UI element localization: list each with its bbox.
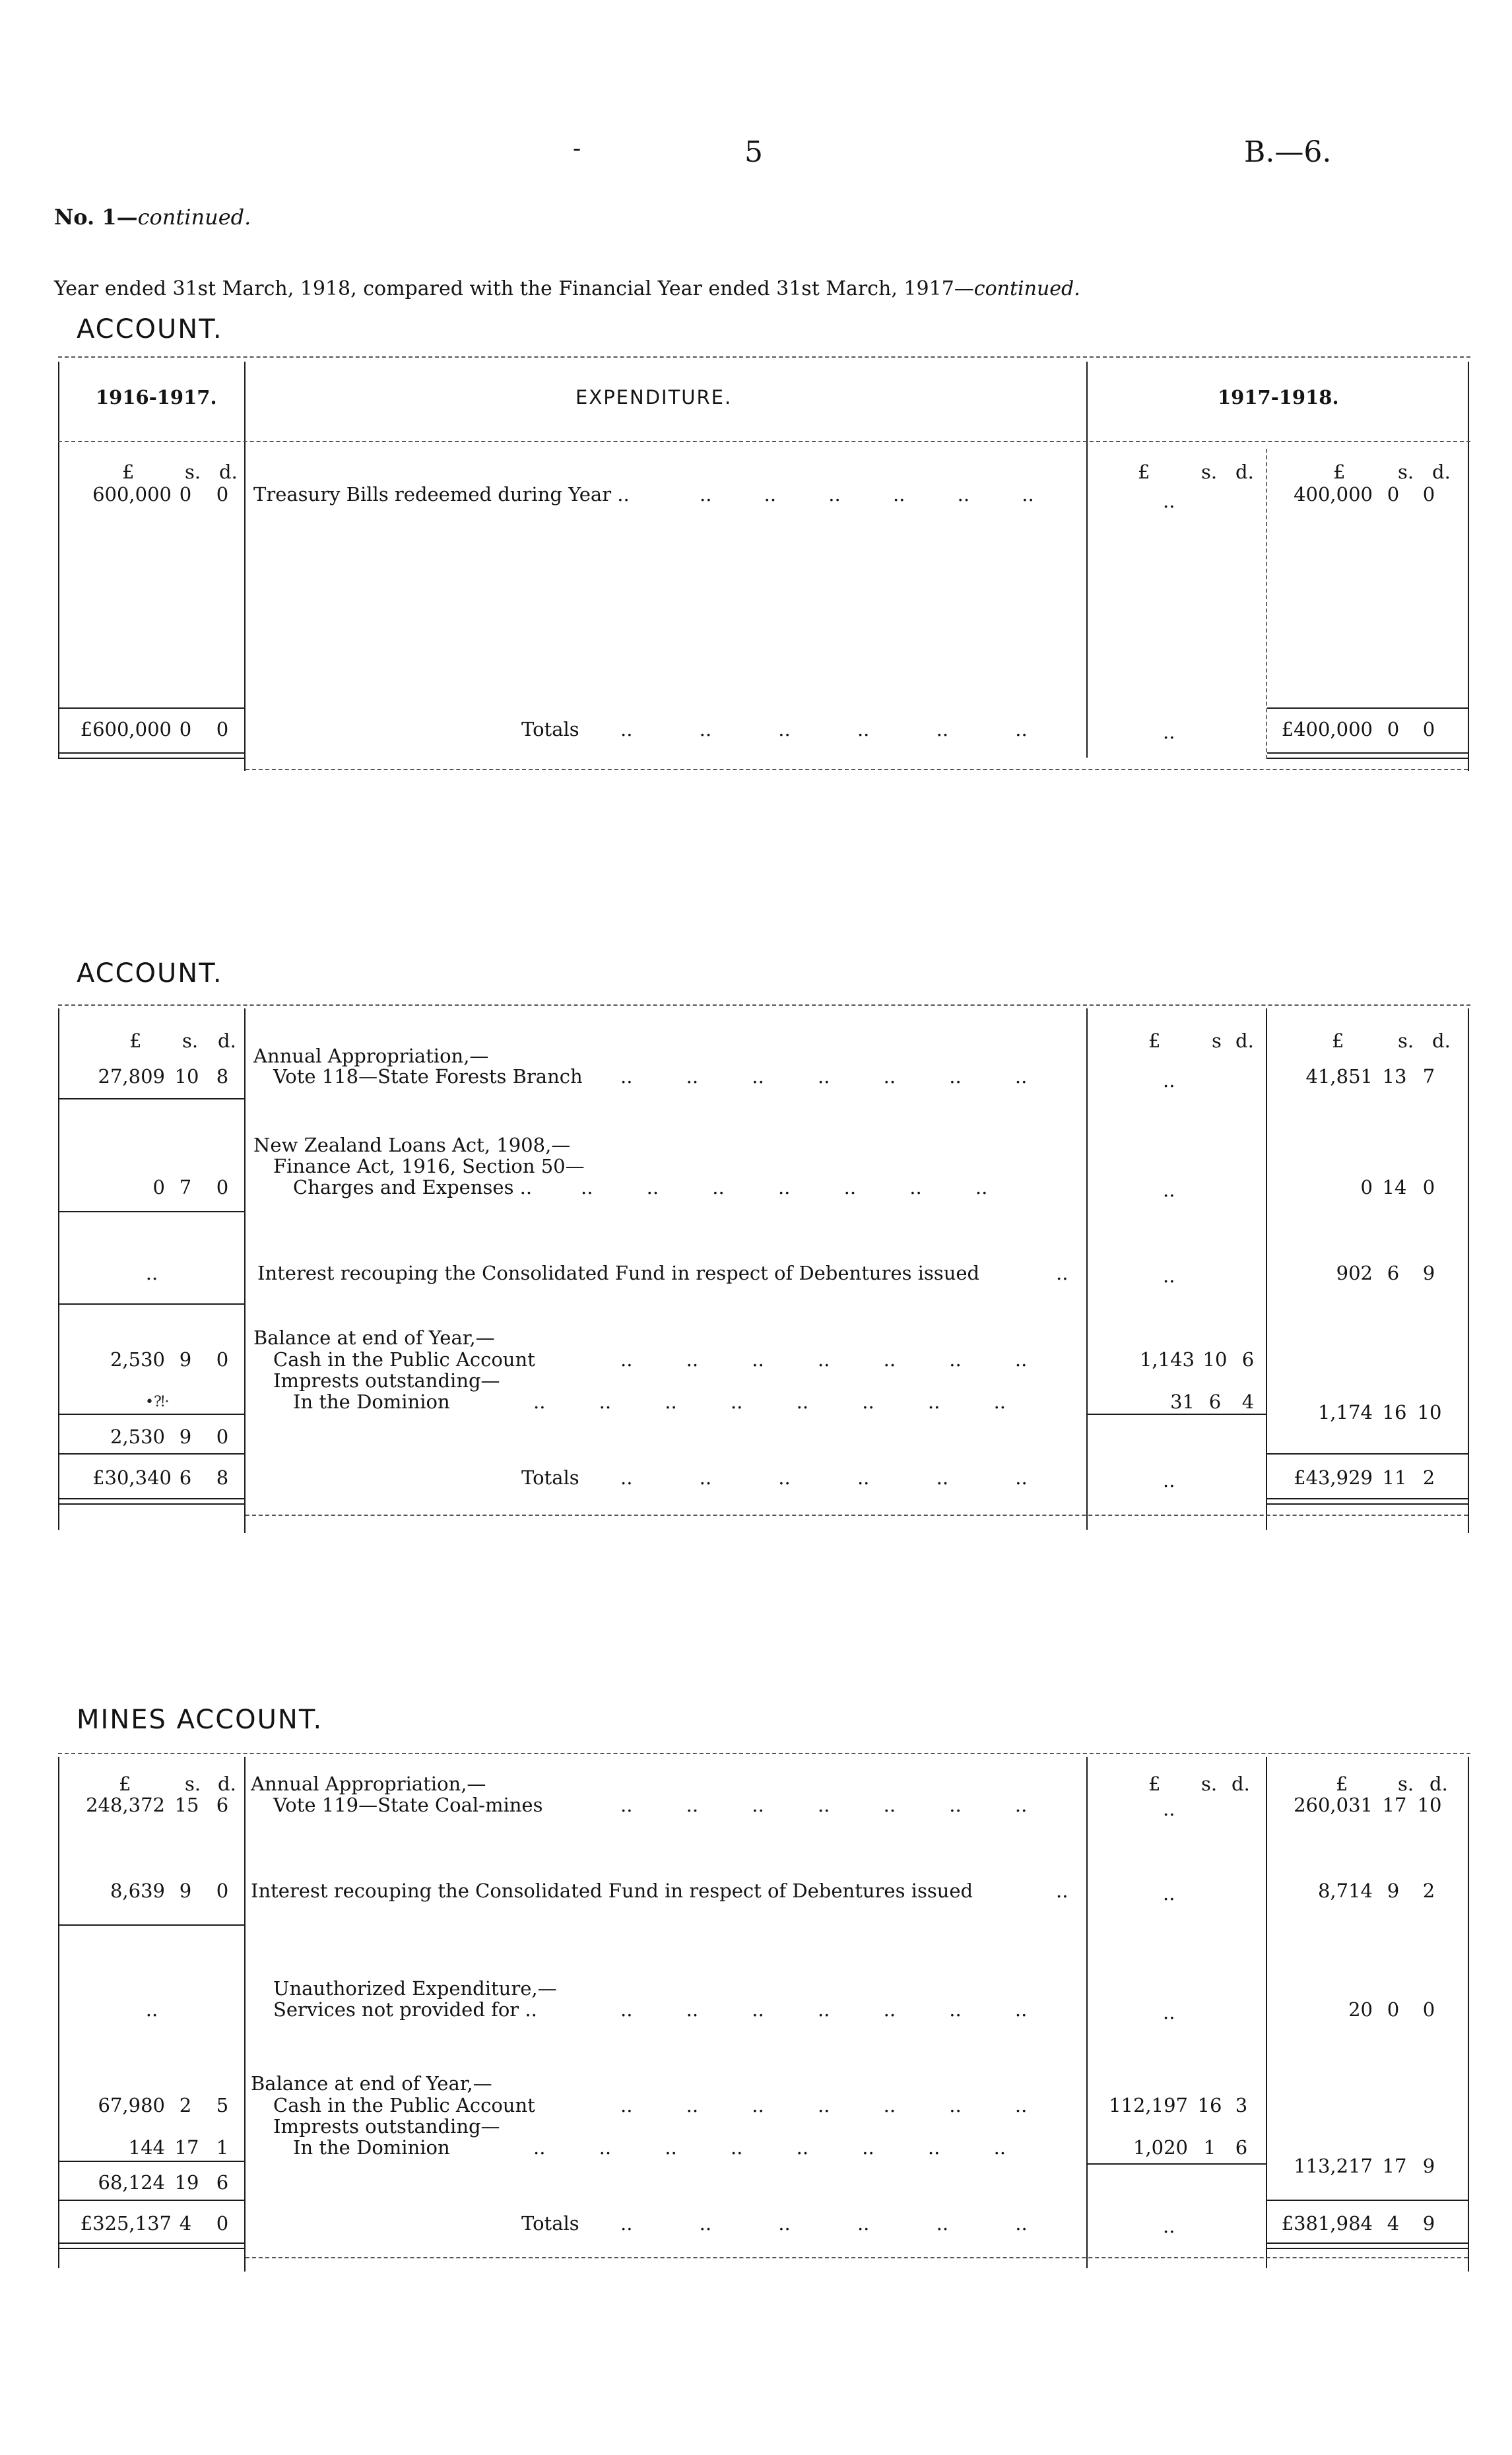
s3-interest-mid: .. <box>1163 1882 1175 1905</box>
s2-unit-pound-total: £ <box>1332 1030 1344 1052</box>
s3-annual-vote: Vote 119—State Coal-mines <box>273 1794 543 1816</box>
s3-balance-total-d: 9 <box>1422 2155 1435 2177</box>
ink-smudge: •⁈· <box>145 1394 170 1410</box>
s2-interest-description: Interest recouping the Consolidated Fund in respect of Debentures issued <box>257 1262 980 1284</box>
s3-interest-total-s: 9 <box>1387 1880 1400 1902</box>
s3-interest-prev-s: 9 <box>179 1880 192 1902</box>
s3-totals-label: Totals <box>521 2212 579 2235</box>
s3-balance-heading: Balance at end of Year,— <box>251 2072 492 2095</box>
s3-dominion-prev-d: 1 <box>216 2136 229 2159</box>
s3-unit-pound-total: £ <box>1336 1773 1348 1795</box>
s2-loans-charges: Charges and Expenses .. <box>293 1176 533 1198</box>
s2-totals-prev: £30,340 <box>92 1466 172 1489</box>
s3-annual-total-d: 10 <box>1417 1794 1442 1816</box>
treasury-total-s: 0 <box>1387 483 1400 506</box>
s3-interest-description: Interest recouping the Consolidated Fund in respect of Debentures issued <box>251 1880 973 1902</box>
s3-unauth-services: Services not provided for .. <box>273 1998 537 2021</box>
s2-unit-pound-prev: £ <box>129 1030 142 1052</box>
section1-totals-label: Totals <box>521 718 579 740</box>
header-1917-1918: 1917-1918. <box>1218 386 1339 409</box>
s2-unit-s-mid: s <box>1212 1030 1222 1052</box>
s2-unit-d-total: d. <box>1432 1030 1451 1052</box>
s3-interest-total-d: 2 <box>1422 1880 1435 1902</box>
s3-unauth-mid: .. <box>1163 2001 1175 2023</box>
s2-interest-mid: .. <box>1163 1264 1175 1287</box>
s2-cash-prev: 2,530 <box>110 1348 165 1371</box>
s2-balance-total-s: 16 <box>1382 1401 1407 1424</box>
s3-totals-prev: £325,137 <box>80 2212 172 2235</box>
s2-balance-heading: Balance at end of Year,— <box>253 1326 495 1349</box>
s2-loans-dots: .. .. .. .. .. .. .. <box>581 1176 988 1198</box>
s2-loans-total: 0 <box>1360 1176 1373 1198</box>
s3-annual-prev-d: 6 <box>216 1794 229 1816</box>
s2-loans-prev-s: 7 <box>179 1176 192 1198</box>
treasury-prev: 600,000 <box>92 483 172 506</box>
header-mark: - <box>573 135 581 162</box>
unit-s-prev: s. <box>185 461 201 483</box>
s3-dominion-dots: .. .. .. .. .. .. .. .. <box>533 2136 1006 2159</box>
s2-unit-s-total: s. <box>1398 1030 1414 1052</box>
s3-interest-prev: 8,639 <box>110 1880 165 1902</box>
subtitle <box>54 277 1080 300</box>
section1-totals-dots: .. .. .. .. .. .. <box>620 718 1028 740</box>
s3-annual-heading: Annual Appropriation,— <box>251 1773 486 1795</box>
s2-unit-s-prev: s. <box>182 1030 199 1052</box>
s3-unauth-heading: Unauthorized Expenditure,— <box>273 1977 557 2000</box>
section1-title: ACCOUNT. <box>77 314 223 344</box>
s2-loans-total-d: 0 <box>1422 1176 1435 1198</box>
s2-unit-d-mid: d. <box>1235 1030 1254 1052</box>
treasury-mid: .. <box>1163 490 1175 512</box>
s3-totals-prev-d: 0 <box>216 2212 229 2235</box>
s2-dominion-dots: .. .. .. .. .. .. .. .. <box>533 1391 1006 1413</box>
s2-totals-total: £43,929 <box>1294 1466 1373 1489</box>
s3-dominion-mid: 1,020 <box>1133 2136 1188 2159</box>
s2-interest-prev: .. <box>145 1262 158 1284</box>
s2-annual-prev: 27,809 <box>98 1065 165 1088</box>
treasury-prev-s: 0 <box>179 483 192 506</box>
s2-annual-prev-d: 8 <box>216 1065 229 1088</box>
s3-cash-label: Cash in the Public Account <box>273 2094 535 2116</box>
s2-cash-mid-d: 6 <box>1241 1348 1255 1371</box>
s3-unit-s-prev: s. <box>185 1773 201 1795</box>
header-1916-1917: 1916-1917. <box>96 386 217 409</box>
s2-interest-total: 902 <box>1336 1262 1373 1284</box>
doc-reference: B.—6. <box>1244 135 1332 169</box>
unit-s-mid: s. <box>1201 461 1218 483</box>
s3-totals-total: £381,984 <box>1281 2212 1373 2235</box>
section3-title: MINES ACCOUNT. <box>77 1705 323 1735</box>
unit-pound-mid: £ <box>1138 461 1150 483</box>
s3-balance-total-s: 17 <box>1382 2155 1407 2177</box>
subtitle-text: Year ended 31st March, 1918, compared with the Financial Year ended 31st March, 1917— <box>54 277 974 300</box>
s3-dominion-label: In the Dominion <box>293 2136 450 2159</box>
s2-annual-prev-s: 10 <box>174 1065 199 1088</box>
section1-totals-total: £400,000 <box>1281 718 1373 740</box>
s2-loans-total-s: 14 <box>1382 1176 1407 1198</box>
s2-loans-mid: .. <box>1163 1179 1175 1201</box>
page-number: 5 <box>744 135 763 169</box>
s3-balance-sub-prev-s: 19 <box>174 2171 199 2194</box>
s3-unit-s-mid: s. <box>1201 1773 1218 1795</box>
s2-cash-prev-d: 0 <box>216 1348 229 1371</box>
s3-unauth-total: 20 <box>1348 1998 1373 2021</box>
no-continued: continued. <box>137 205 251 230</box>
s2-cash-mid-s: 10 <box>1202 1348 1228 1371</box>
s3-unit-pound-prev: £ <box>119 1773 131 1795</box>
s3-balance-sub-prev: 68,124 <box>98 2171 165 2194</box>
s3-cash-mid-s: 16 <box>1197 2094 1222 2116</box>
s2-balance-sub-prev-d: 0 <box>216 1425 229 1448</box>
unit-pound-prev: £ <box>122 461 135 483</box>
s3-dominion-prev: 144 <box>128 2136 165 2159</box>
s3-totals-total-s: 4 <box>1387 2212 1400 2235</box>
s3-annual-prev: 248,372 <box>86 1794 165 1816</box>
s3-imprest-heading: Imprests outstanding— <box>273 2115 500 2138</box>
s3-annual-mid: .. <box>1163 1798 1175 1820</box>
s3-annual-dots: .. .. .. .. .. .. .. <box>620 1794 1028 1816</box>
header-expenditure: EXPENDITURE. <box>575 386 733 409</box>
subtitle-continued: continued. <box>973 277 1080 300</box>
s3-unit-s-total: s. <box>1398 1773 1414 1795</box>
s3-cash-mid: 112,197 <box>1109 2094 1188 2116</box>
s3-interest-prev-d: 0 <box>216 1880 229 1902</box>
s3-cash-prev-s: 2 <box>179 2094 192 2116</box>
s3-annual-total: 260,031 <box>1294 1794 1373 1816</box>
s3-dominion-mid-d: 6 <box>1235 2136 1248 2159</box>
s2-cash-label: Cash in the Public Account <box>273 1348 535 1371</box>
s3-cash-mid-d: 3 <box>1235 2094 1248 2116</box>
s2-interest-dots: .. <box>1056 1262 1068 1284</box>
unit-s-total: s. <box>1398 461 1414 483</box>
section1-totals-prev-d: 0 <box>216 718 229 740</box>
s3-unauth-total-s: 0 <box>1387 1998 1400 2021</box>
s2-balance-total-d: 10 <box>1417 1401 1442 1424</box>
s2-totals-mid: .. <box>1163 1469 1175 1491</box>
treasury-total-d: 0 <box>1422 483 1435 506</box>
s2-unit-d-prev: d. <box>218 1030 236 1052</box>
unit-d-prev: d. <box>219 461 238 483</box>
treasury-total: 400,000 <box>1294 483 1373 506</box>
s3-balance-total: 113,217 <box>1294 2155 1373 2177</box>
s2-annual-vote: Vote 118—State Forests Branch <box>273 1065 583 1088</box>
s3-annual-total-s: 17 <box>1382 1794 1407 1816</box>
s3-balance-sub-prev-d: 6 <box>216 2171 229 2194</box>
s2-annual-total-d: 7 <box>1422 1065 1435 1088</box>
s3-totals-mid: .. <box>1163 2215 1175 2237</box>
s2-balance-sub-prev-s: 9 <box>179 1425 192 1448</box>
s2-totals-label: Totals <box>521 1466 579 1489</box>
s2-annual-mid: .. <box>1163 1069 1175 1092</box>
s3-unauth-total-d: 0 <box>1422 1998 1435 2021</box>
s2-cash-mid: 1,143 <box>1139 1348 1195 1371</box>
s3-cash-prev: 67,980 <box>98 2094 165 2116</box>
section1-totals-prev-s: 0 <box>179 718 192 740</box>
unit-d-total: d. <box>1432 461 1451 483</box>
treasury-prev-d: 0 <box>216 483 229 506</box>
section1-totals-mid: .. <box>1163 721 1175 743</box>
section2-title: ACCOUNT. <box>77 958 223 989</box>
s2-totals-total-s: 11 <box>1382 1466 1407 1489</box>
s2-totals-total-d: 2 <box>1422 1466 1435 1489</box>
s3-annual-prev-s: 15 <box>174 1794 199 1816</box>
s2-interest-total-s: 6 <box>1387 1262 1400 1284</box>
s3-unit-d-prev: d. <box>218 1773 236 1795</box>
section1-totals-total-d: 0 <box>1422 718 1435 740</box>
s2-dominion-label: In the Dominion <box>293 1391 450 1413</box>
s3-cash-prev-d: 5 <box>216 2094 229 2116</box>
s3-unauth-dots: .. .. .. .. .. .. .. <box>620 1998 1028 2021</box>
s3-dominion-prev-s: 17 <box>174 2136 199 2159</box>
s2-dominion-mid: 31 <box>1170 1391 1195 1413</box>
s2-loans-finance: Finance Act, 1916, Section 50— <box>273 1155 585 1177</box>
no-label: No. 1— <box>54 205 138 230</box>
s2-interest-total-d: 9 <box>1422 1262 1435 1284</box>
s3-cash-dots: .. .. .. .. .. .. .. <box>620 2094 1028 2116</box>
s3-unit-pound-mid: £ <box>1148 1773 1161 1795</box>
s3-totals-dots: .. .. .. .. .. .. <box>620 2212 1028 2235</box>
s3-unit-d-mid: d. <box>1232 1773 1250 1795</box>
section1-totals-total-s: 0 <box>1387 718 1400 740</box>
section1-totals-prev: £600,000 <box>80 718 172 740</box>
unit-pound-total: £ <box>1333 461 1346 483</box>
s3-totals-prev-s: 4 <box>179 2212 192 2235</box>
s3-interest-dots: .. <box>1056 1880 1068 1902</box>
s2-annual-total-s: 13 <box>1382 1065 1407 1088</box>
s2-annual-heading: Annual Appropriation,— <box>253 1045 489 1067</box>
s3-unauth-prev: .. <box>145 1998 158 2021</box>
s2-dominion-mid-d: 4 <box>1241 1391 1255 1413</box>
s2-balance-sub-prev: 2,530 <box>110 1425 165 1448</box>
s2-totals-prev-s: 6 <box>179 1466 192 1489</box>
s3-dominion-mid-s: 1 <box>1203 2136 1216 2159</box>
s3-interest-total: 8,714 <box>1317 1880 1373 1902</box>
s2-loans-prev-d: 0 <box>216 1176 229 1198</box>
s2-cash-prev-s: 9 <box>179 1348 192 1371</box>
s2-annual-total: 41,851 <box>1305 1065 1373 1088</box>
s2-cash-dots: .. .. .. .. .. .. .. <box>620 1348 1028 1371</box>
s3-totals-total-d: 9 <box>1422 2212 1435 2235</box>
s2-unit-pound-mid: £ <box>1148 1030 1161 1052</box>
s2-balance-total: 1,174 <box>1317 1401 1373 1424</box>
treasury-description: Treasury Bills redeemed during Year .. <box>253 483 630 506</box>
s2-loans-prev: 0 <box>152 1176 165 1198</box>
treasury-dots: .. .. .. .. .. .. <box>700 483 1034 506</box>
s2-totals-dots: .. .. .. .. .. .. <box>620 1466 1028 1489</box>
unit-d-mid: d. <box>1235 461 1254 483</box>
s2-dominion-mid-s: 6 <box>1208 1391 1222 1413</box>
s3-unit-d-total: d. <box>1430 1773 1448 1795</box>
s2-totals-prev-d: 8 <box>216 1466 229 1489</box>
s2-imprest-heading: Imprests outstanding— <box>273 1369 500 1392</box>
s2-annual-dots: .. .. .. .. .. .. .. <box>620 1065 1028 1088</box>
no-heading <box>54 205 251 230</box>
s2-loans-heading: New Zealand Loans Act, 1908,— <box>253 1134 571 1156</box>
